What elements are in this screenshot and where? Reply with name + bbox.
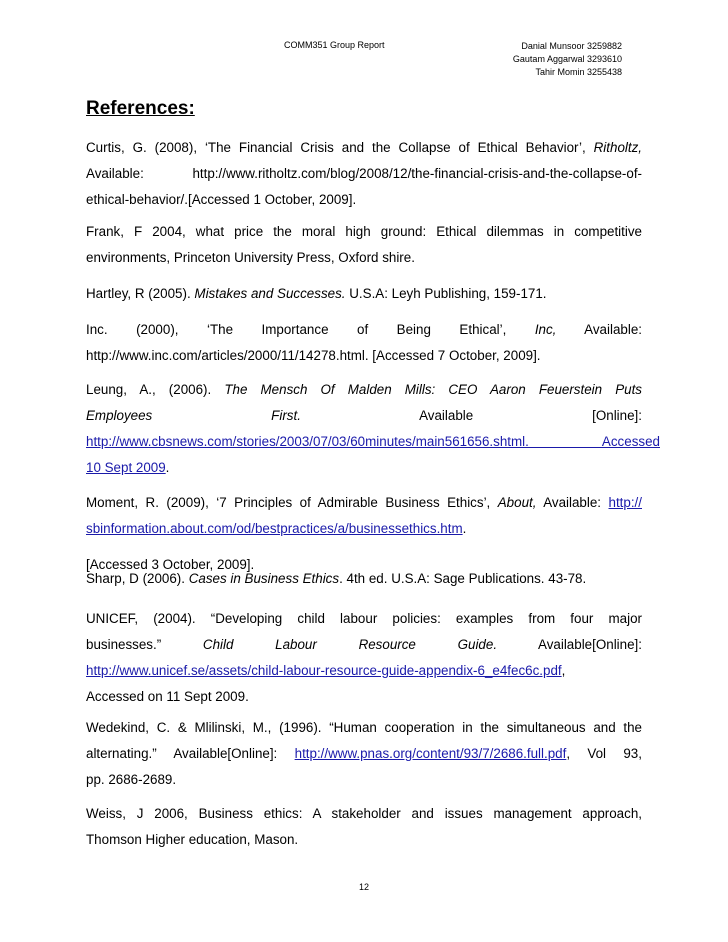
header-author: Danial Munsoor 3259882 [521,41,622,51]
header-authors [478,40,622,79]
leung-url-link[interactable]: http://www.cbsnews.com/stories/2003/07/03/60minutes/main561656.shtml. Accessed [86,434,660,449]
reference-leung: Leung, A., (2006). The Mensch Of Malden Mills: CEO Aaron Feuerstein Puts Employees First. Available [Online]: http://www.cbsnews.com/stories/2003/07/03/60minutes/main561656.shtml. Accessed 10 Sept 2009. [86,382,660,475]
wedekind-url-link[interactable]: http://www.pnas.org/content/93/7/2686.full.pdf [294,746,567,761]
reference-wedekind: Wedekind, C. & Mlilinski, M., (1996). “Human cooperation in the simultaneous and the alternating.” Available[Online]: http://www.pnas.org/content/93/7/2686.full.pdf, Vol 93, pp. 2686-2689. [86,720,642,787]
references-heading: References: [86,98,195,119]
header-report-title: COMM351 Group Report [284,40,385,50]
reference-moment: Moment, R. (2009), ‘7 Principles of Admirable Business Ethics’, About, Available: http:// sbinformation.about.com/od/bestpractices/a/businessethics.htm. [Accessed 3 October, 2009]. [86,495,642,572]
leung-accessed-link[interactable]: 10 Sept 2009 [86,460,166,475]
reference-sharp: Sharp, D (2006). Cases in Business Ethics. 4th ed. U.S.A: Sage Publications. 43-78. [86,571,587,586]
unicef-url-link[interactable]: http://www.unicef.se/assets/child-labour-resource-guide-appendix-6_e4fec6c.pdf [86,663,562,678]
page-number: 12 [358,882,369,892]
reference-frank: Frank, F 2004, what price the moral high ground: Ethical dilemmas in competitive environments, Princeton University Press, Oxford shire. [86,224,642,265]
reference-curtis: Curtis, G. (2008), ‘The Financial Crisis and the Collapse of Ethical Behavior’, Ritholtz, Available: http://www.ritholtz.com/blog/2008/12/the-financial-crisis-and-the-collapse-of- ethical-behavior/.[Accessed 1 October, 2009]. [86,140,642,207]
header-author: Gautam Aggarwal 3293610 [512,54,622,64]
moment-url-link-start[interactable]: http:// [608,495,642,510]
reference-unicef: UNICEF, (2004). “Developing child labour policies: examples from four major businesses.” Child Labour Resource Guide. Available[Online]: http://www.unicef.se/assets/child-labour-resource-guide-appendix-6_e4fec6c.pdf, Accessed on 11 Sept 2009. [86,611,642,704]
moment-url-link[interactable]: sbinformation.about.com/od/bestpractices/a/businessethics.htm [86,521,463,536]
reference-weiss: Weiss, J 2006, Business ethics: A stakeholder and issues management approach, Thomson Higher education, Mason. [86,806,642,847]
header-author: Tahir Momin 3255438 [535,67,622,77]
reference-hartley: Hartley, R (2005). Mistakes and Successes. U.S.A: Leyh Publishing, 159-171. [86,286,547,301]
reference-inc: Inc. (2000), ‘The Importance of Being Ethical’, Inc, Available: http://www.inc.com/articles/2000/11/14278.html. [Accessed 7 October, 2009]. [86,322,642,363]
